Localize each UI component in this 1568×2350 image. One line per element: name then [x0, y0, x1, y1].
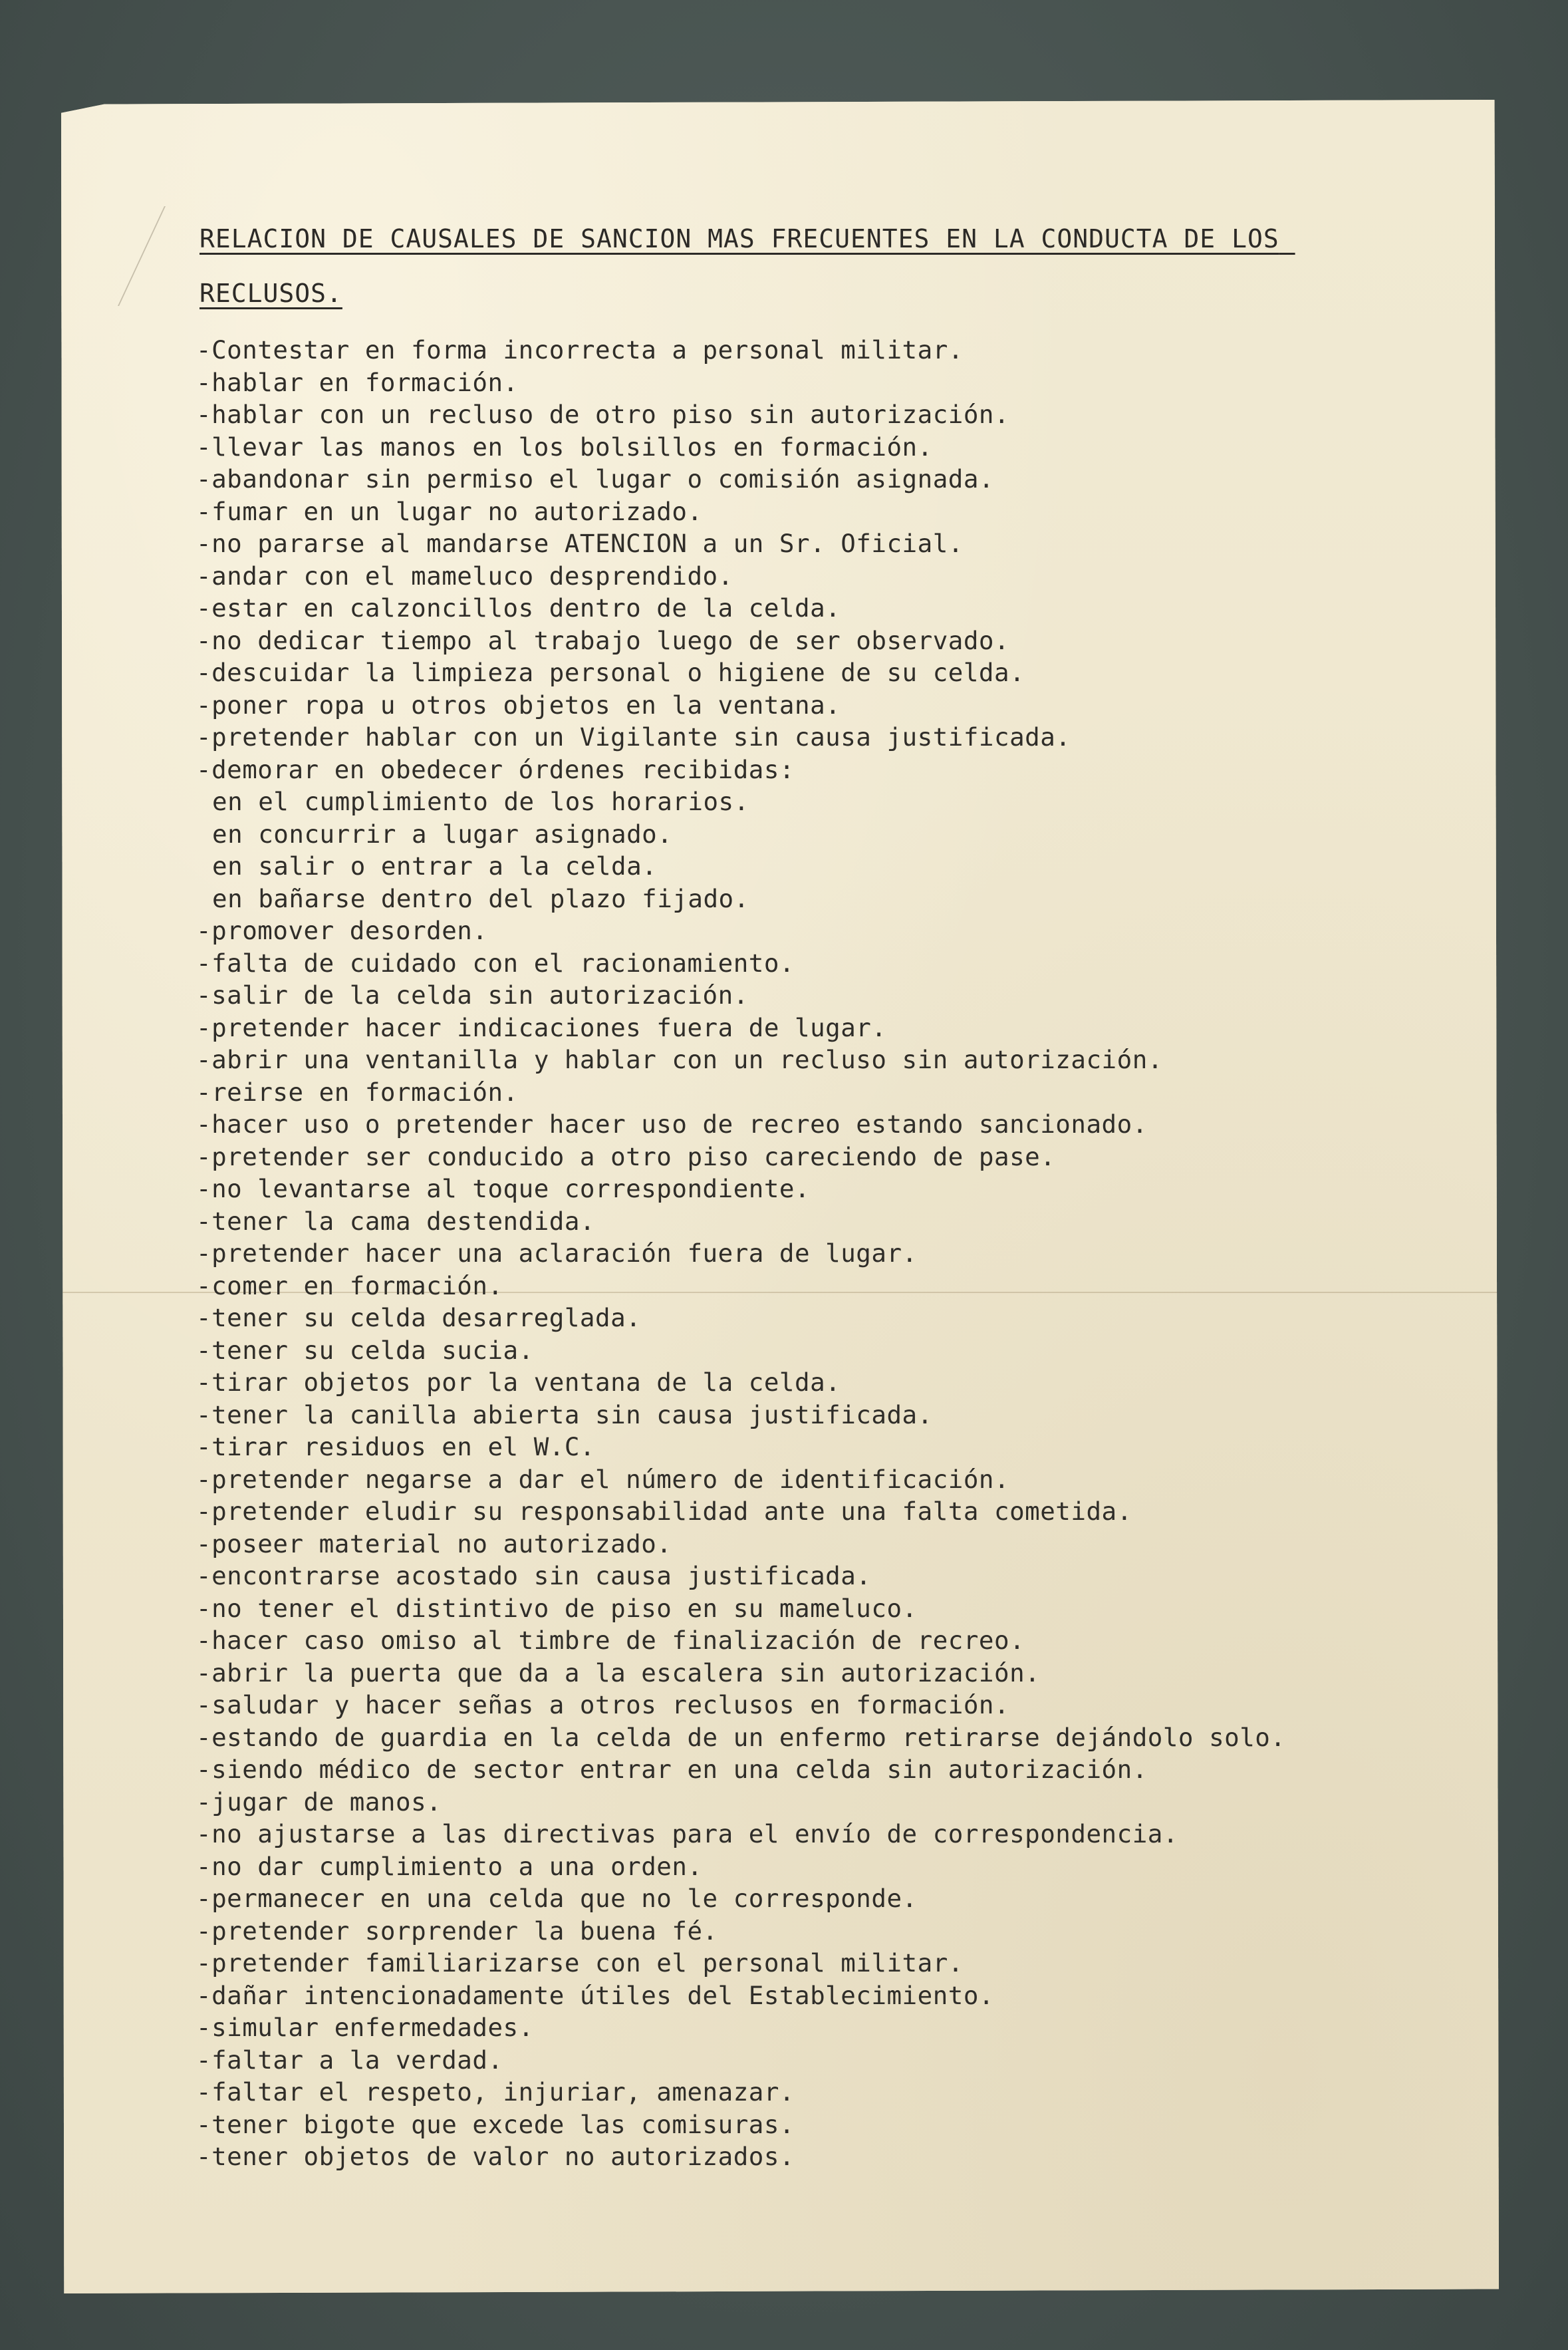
list-item: -pretender sorprender la buena fé. [196, 1916, 718, 1946]
list-item: -Contestar en forma incorrecta a personal militar. [196, 335, 964, 365]
list-item: -promover desorden. [196, 916, 488, 945]
list-item: en bañarse dentro del plazo fijado. [212, 883, 749, 913]
list-item: en salir o entrar a la celda. [212, 851, 658, 881]
list-item: en concurrir a lugar asignado. [212, 819, 673, 849]
list-item: -pretender ser conducido a otro piso careciendo de pase. [196, 1141, 1056, 1171]
list-item: -hablar en formación. [196, 367, 519, 397]
list-item: -demorar en obedecer órdenes recibidas: [196, 754, 795, 784]
list-item: -comer en formación. [196, 1270, 503, 1300]
list-item: -faltar a la verdad. [196, 2045, 503, 2075]
list-item: -abrir la puerta que da a la escalera sin autorización. [196, 1658, 1041, 1688]
list-item: -tener su celda sucia. [196, 1335, 534, 1365]
document-title: RELACION DE CAUSALES DE SANCION MAS FRECUENTES EN LA CONDUCTA DE LOS RECLUSOS. [199, 224, 1295, 308]
list-item: -no tener el distintivo de piso en su mameluco. [196, 1593, 918, 1623]
list-item: -falta de cuidado con el racionamiento. [196, 948, 795, 978]
list-item: -abrir una ventanilla y hablar con un recluso sin autorización. [196, 1045, 1163, 1074]
list-item: -reirse en formación. [196, 1077, 519, 1107]
list-item: en el cumplimiento de los horarios. [212, 787, 749, 816]
list-item: -llevar las manos en los bolsillos en formación. [196, 432, 933, 462]
list-item: -pretender hacer indicaciones fuera de lugar. [196, 1012, 887, 1042]
list-item: -hacer uso o pretender hacer uso de recreo estando sancionado. [196, 1109, 1148, 1139]
sanction-causes-list [196, 334, 1460, 2173]
list-item: -siendo médico de sector entrar en una celda sin autorización. [196, 1755, 1148, 1784]
list-item: -pretender hacer una aclaración fuera de lugar. [196, 1239, 918, 1268]
list-item: -no ajustarse a las directivas para el envío de correspondencia. [196, 1819, 1178, 1848]
list-item: -descuidar la limpieza personal o higiene de su celda. [196, 658, 1025, 687]
list-item: -no dar cumplimiento a una orden. [196, 1851, 703, 1881]
list-item: -dañar intencionadamente útiles del Establecimiento. [196, 1980, 994, 2010]
list-item: -saludar y hacer señas a otros reclusos en formación. [196, 1690, 1010, 1719]
list-item: -poseer material no autorizado. [196, 1529, 672, 1558]
list-item: -simular enfermedades. [196, 2013, 534, 2042]
list-item: -hablar con un recluso de otro piso sin autorización. [196, 400, 1010, 429]
list-item: -jugar de manos. [196, 1787, 442, 1817]
list-item: -hacer caso omiso al timbre de finalización de recreo. [196, 1626, 1025, 1655]
list-item: -abandonar sin permiso el lugar o comisión asignada. [196, 464, 994, 494]
list-item: -pretender negarse a dar el número de identificación. [196, 1464, 1010, 1494]
list-item: -andar con el mameluco desprendido. [196, 561, 733, 591]
list-item: -tener su celda desarreglada. [196, 1303, 642, 1332]
list-item: -encontrarse acostado sin causa justificada. [196, 1561, 872, 1590]
list-item: -fumar en un lugar no autorizado. [196, 496, 703, 526]
list-item: -tirar objetos por la ventana de la celda. [196, 1368, 841, 1397]
list-item: -poner ropa u otros objetos en la ventana. [196, 690, 841, 720]
list-item: -permanecer en una celda que no le corresponde. [196, 1884, 918, 1913]
list-item: -pretender hablar con un Vigilante sin causa justificada. [196, 722, 1071, 752]
list-item: -no dedicar tiempo al trabajo luego de ser observado. [196, 625, 1010, 655]
list-item: -no levantarse al toque correspondiente. [196, 1174, 811, 1203]
list-item: -pretender eludir su responsabilidad ante una falta cometida. [196, 1497, 1132, 1526]
list-item: -tener objetos de valor no autorizados. [196, 2142, 795, 2171]
list-item: -no pararse al mandarse ATENCION a un Sr. Oficial. [196, 529, 964, 558]
list-item: -tener la canilla abierta sin causa justificada. [196, 1399, 933, 1429]
list-item: -estar en calzoncillos dentro de la celda. [196, 593, 841, 623]
list-item: -tirar residuos en el W.C. [196, 1432, 595, 1461]
list-item: -tener bigote que excede las comisuras. [196, 2109, 795, 2139]
list-item: -pretender familiarizarse con el personal militar. [196, 1948, 964, 1978]
list-item: -estando de guardia en la celda de un enfermo retirarse dejándolo solo. [196, 1722, 1286, 1752]
list-item: -salir de la celda sin autorización. [196, 980, 749, 1010]
list-item: -tener la cama destendida. [196, 1206, 595, 1236]
list-item: -faltar el respeto, injuriar, amenazar. [196, 2077, 795, 2107]
